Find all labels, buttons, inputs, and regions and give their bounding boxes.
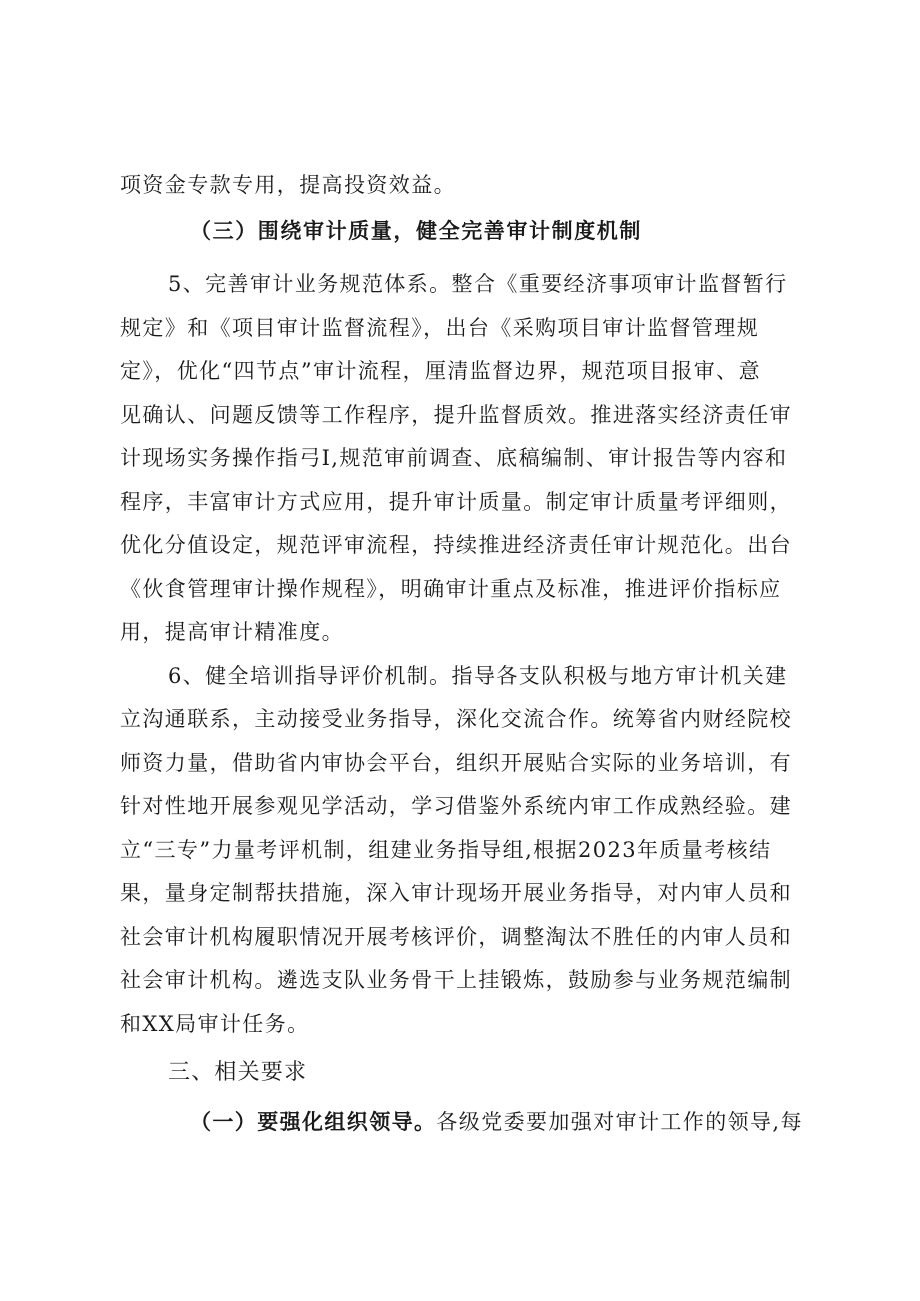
requirement-one-text: 各级党委要加强对审计工作的领导,每 [436, 1110, 803, 1134]
item5-line: 《伙食管理审计操作规程》，明确审计重点及标准，推进评价指标应 [120, 577, 782, 601]
item5-line: 计现场实务操作指弓I,规范审前调查、底稿编制、审计报告等内容和 [120, 446, 788, 470]
item6-line: 立“三专”力量考评机制，组建业务指导组,根据2023年质量考核结 [120, 838, 772, 862]
requirement-one-paragraph [190, 1107, 920, 1137]
item6-line: 和XX局审计任务。 [120, 1012, 310, 1036]
item5-line: 定》，优化“四节点”审计流程，厘清监督边界，规范项目报审、意 [120, 359, 761, 383]
item6-line: 社会审计机构。遴选支队业务骨干上挂锻炼，鼓励参与业务规范编制 [120, 968, 792, 992]
item6-line: 社会审计机构履职情况开展考核评价，调整淘汰不胜任的内审人员和 [120, 925, 792, 949]
continuation-line: 项资金专款专用，提高投资效益。 [120, 173, 456, 197]
item6-line: 立沟通联系，主动接受业务指导，深化交流合作。统筹省内财经院校 [120, 707, 792, 731]
item5-line: 见确认、问题反馈等工作程序，提升监督质效。推进落实经济责任审 [120, 403, 792, 427]
item6-line: 师资力量，借助省内审协会平台，组织开展贴合实际的业务培训，有 [120, 751, 792, 775]
item5-line: 5、完善审计业务规范体系。整合《重要经济事项审计监督暂行 [168, 272, 788, 296]
item6-line: 果，量身定制帮扶措施，深入审计现场开展业务指导，对内审人员和 [120, 881, 792, 905]
item6-line: 6、健全培训指导评价机制。指导各支队积极与地方审计机关建 [168, 664, 788, 688]
part-three-heading: 三、相关要求 [168, 1060, 308, 1085]
item5-line: 规定》和《项目审计监督流程》，出台《采购项目审计监督管理规 [120, 316, 760, 340]
section-three-heading: （三）围绕审计质量，健全完善审计制度机制 [190, 219, 642, 243]
requirement-one-lead: （一）要强化组织领导。 [190, 1110, 437, 1134]
item5-line: 用，提高审计精准度。 [120, 620, 344, 644]
item6-line: 针对性地开展参观见学活动，学习借鉴外系统内审工作成熟经验。建 [120, 794, 792, 818]
item5-line: 优化分值设定，规范评审流程，持续推进经济责任审计规范化。出台 [120, 533, 792, 557]
item5-line: 程序，丰富审计方式应用，提升审计质量。制定审计质量考评细则， [120, 490, 792, 514]
